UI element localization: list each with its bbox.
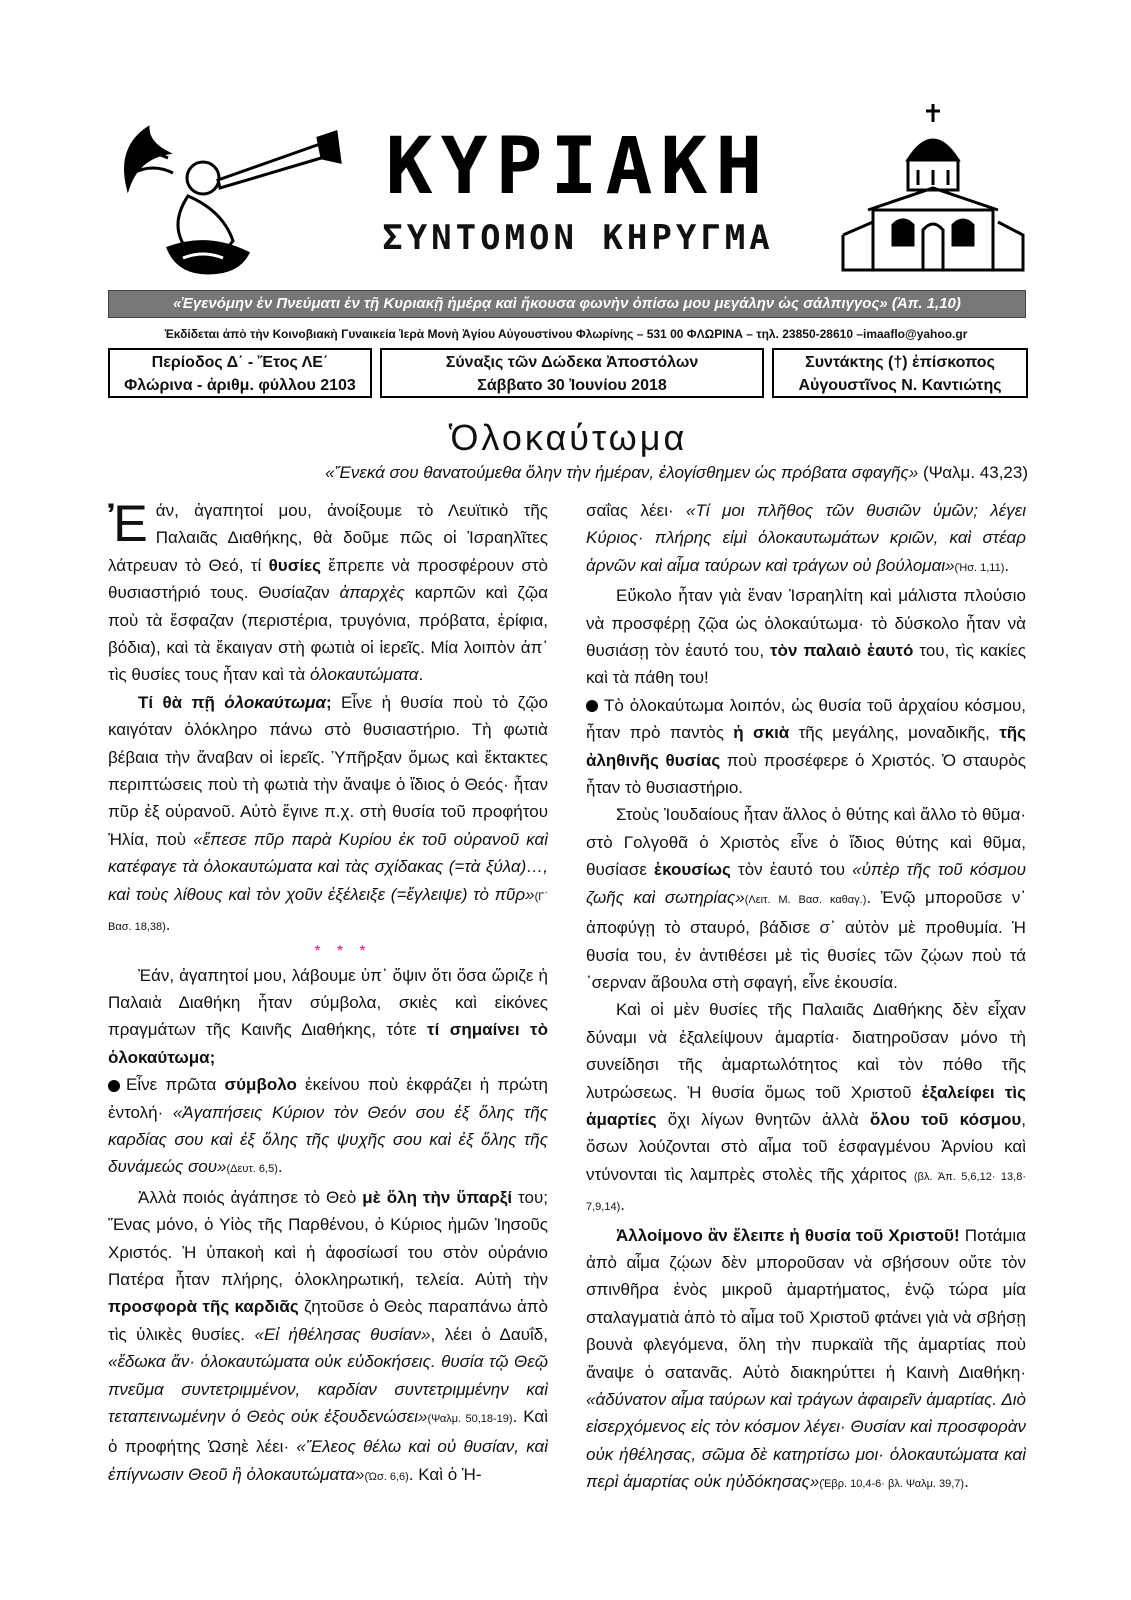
article-title: Ὁλοκαύτωμα <box>448 417 688 458</box>
motto-banner: «Ἐγενόμην ἐν Πνεύματι ἐν τῇ Κυριακῇ ἡμέρᾳ καὶ ἤκουσα φωνὴν ὀπίσω μου μεγάλην ὡς σάλπιγγος» (Ἀπ. 1,10) <box>108 290 1026 318</box>
masthead <box>108 100 1028 280</box>
author-name: Αὐγουστῖνος Ν. Καντιώτης <box>798 377 1002 394</box>
paragraph: Τὸ ὁλοκαύτωμα λοιπόν, ὡς θυσία τοῦ ἀρχαίου κόσμου, ἦταν πρὸ παντὸς ἡ σκιὰ τῆς μεγάλης, μοναδικῆς, τῆς ἀληθινῆς θυσίας ποὺ προσέφερε ὁ Χριστός. Ὁ σταυρὸς ἦταν τὸ θυσιαστήριο. <box>586 695 1026 798</box>
article-column-left <box>108 497 548 1491</box>
feast-name: Σύναξις τῶν Δώδεκα Ἀποστόλων <box>445 354 699 371</box>
church-icon <box>838 100 1028 275</box>
author-box <box>772 348 1028 398</box>
info-boxes <box>108 348 1028 402</box>
paragraph: Εἶνε πρῶτα σύμβολο ἐκείνου ποὺ ἐκφράζει ἡ πρώτη ἐντολή· «Ἀγαπήσεις Κύριον τὸν Θεόν σου ἐξ ὅλης τῆς καρδίας σου καὶ ἐξ ὅλης τῆς ψυχῆς σου καὶ ἐξ ὅλης τῆς δυνάμεώς σου»(Δευτ. 6,5). <box>108 1075 548 1177</box>
paragraph: Τί θὰ πῇ ὁλοκαύτωμα; Εἶνε ἡ θυσία ποὺ τὸ ζῷο καιγόταν ὁλόκληρο πάνω στὸ θυσιαστήριο. Τὴ φωτιὰ βέβαια τὴν ἄναβαν οἱ ἱερεῖς. Ὑπῆρξαν ὅμως καὶ ἔκτακτες περιπτώσεις ποὺ τὴ φωτιὰ τὴν ἄναψε ὁ ἴδιος ὁ Θεός· ἦταν πῦρ ἐξ οὐρανοῦ. Αὐτὸ ἔγινε π.χ. στὴ θυσία τοῦ προφήτου Ἠλία, ποὺ «ἔπεσε πῦρ παρὰ Κυρίου ἐκ τοῦ οὐρανοῦ καὶ κατέφαγε τὰ ὁλοκαυτώματα καὶ τὰς σχίδακας (=τὰ ξύλα)…, καὶ τοὺς λίθους καὶ τὸν χοῦν ἐξέλειξε (=ἔγλειψε) τὸ πῦρ»(Γ΄ Βασ. 18,38). <box>108 692 548 935</box>
angel-trumpet-icon <box>108 108 348 278</box>
issue-number: Φλώρινα - ἀριθμ. φύλλου 2103 <box>124 377 356 394</box>
paragraph: Ἀλλὰ ποιός ἀγάπησε τὸ Θεὸ μὲ ὅλη τὴν ὕπαρξί του; Ἕνας μόνο, ὁ Υἱὸς τῆς Παρθένου, ὁ Κύριος ἡμῶν Ἰησοῦς Χριστός. Ἡ ὑπακοὴ καὶ ἡ ἀφοσίωσί του στὸν οὐράνιο Πατέρα ἦταν πλήρης, ὁλοκληρωτική, τελεία. Αὐτὴ τὴν προσφορὰ τῆς καρδιᾶς ζητοῦσε ὁ Θεὸς παραπάνω ἀπὸ τὶς ὑλικὲς θυσίες. «Εἰ ἠθέλησας θυσίαν», λέει ὁ Δαυΐδ, «ἔδωκα ἄν· ὁλοκαυτώματα οὐκ εὐδοκήσεις. θυσία τῷ Θεῷ πνεῦμα συντετριμμένον, καρδίαν συντετριμμένην καὶ τεταπεινωμένην ὁ Θεὸς οὐκ ἐξουδενώσει»(Ψαλμ. 50,18-19). Καὶ ὁ προφήτης Ὠσηὲ λέει· «Ἔλεος θέλω καὶ οὐ θυσίαν, καὶ ἐπίγνωσιν Θεοῦ ἢ ὁλοκαυτώματα»(Ὠσ. 6,6). Καὶ ὁ Ἡ- <box>108 1187 549 1484</box>
paragraph: Στοὺς Ἰουδαίους ἦταν ἄλλος ὁ θύτης καὶ ἄλλο τὸ θῦμα· στὸ Γολγοθᾶ ὁ Χριστὸς εἶνε ὁ ἴδιος θύτης καὶ θῦμα, θυσίασε ἑκουσίως τὸν ἑαυτό του «ὑπὲρ τῆς τοῦ κόσμου ζωῆς καὶ σωτηρίας»(Λειτ. Μ. Βασ. καθαγ.). Ἐνῷ μποροῦσε ν᾽ ἀποφύγῃ τὸ σταυρό, βάδισε σ᾽ αὐτὸν μὲ προθυμία. Ἡ θυσία του, ἐν ἀντιθέσει μὲ τὶς θυσίες τῶν ζῴων ποὺ τά ᾽σερναν ἄβουλα στὴ σφαγή, εἶνε ἑκουσία. <box>586 805 1026 992</box>
issue-date: Σάββατο 30 Ἰουνίου 2018 <box>477 377 667 394</box>
epigraph-quote: «Ἕνεκά σου θανατούμεθα ὅλην τὴν ἡμέραν, ἐλογίσθημεν ὡς πρόβατα σφαγῆς» <box>325 463 919 482</box>
paragraph: Ἀλλοίμονο ἂν ἔλειπε ἡ θυσία τοῦ Χριστοῦ! Ποτάμια ἀπὸ αἷμα ζῴων δὲν μποροῦσαν νὰ σβήσουν οὔτε τὸν σπινθῆρα ἑνὸς μικροῦ ἁμαρτήματος, ἐνῷ τώρα μία σταλαγματιὰ ἀπὸ τὸ αἷμα τοῦ Χριστοῦ φτάνει γιὰ νὰ σβήσῃ βουνὰ φλεγόμενα, ὅλη τὴν πυρκαϊὰ τῆς ἁμαρτίας ποὺ ἄναψε ὁ σατανᾶς. Αὐτὸ διακηρύττει ἡ Καινὴ Διαθήκη· «ἀδύνατον αἷμα ταύρων καὶ τράγων ἀφαιρεῖν ἁμαρτίας. Διὸ εἰσερχόμενος εἰς τὸν κόσμον λέγει· Θυσίαν καὶ προσφορὰν οὐκ ἠθέλησας, σῶμα δὲ κατηρτίσω μοι· ὁλοκαυτώματα καὶ περὶ ἁμαρτίας οὐκ ηὐδόκησας»(Ἑβρ. 10,4-6· βλ. Ψαλμ. 39,7). <box>586 1225 1027 1492</box>
masthead-subtitle: ΣΥΝΤΟΜΟΝ ΚΗΡΥΓΜΑ <box>382 218 774 258</box>
paragraph: Ἐάν, ἀγαπητοί μου, ἀνοίξουμε τὸ Λευϊτικὸ τῆς Παλαιᾶς Διαθήκης, θὰ δοῦμε πῶς οἱ Ἰσραηλῖτες λάτρευαν τὸ Θεό, τί θυσίες ἔπρεπε νὰ προσφέρουν στὸ θυσιαστήριό τους. Θυσίαζαν ἀπαρχὲς καρπῶν καὶ ζῷα ποὺ τὰ ἔσφαζαν (περιστέρια, τρυγόνια, πρόβατα, ἐρίφια, βόδια), καὶ τὰ ἔκαιγαν στὴ φωτιὰ οἱ ἱερεῖς. Μία λοιπὸν ἀπ᾽ τὶς θυσίες τους ἦταν καὶ τὰ ὁλοκαυτώματα. <box>108 495 549 685</box>
paragraph: Ἐάν, ἀγαπητοί μου, λάβουμε ὑπ᾽ ὄψιν ὅτι ὅσα ὥριζε ἡ Παλαιὰ Διαθήκη ἦταν σύμβολα, σκιὲς καὶ εἰκόνες πραγμάτων τῆς Καινῆς Διαθήκης, τότε τί σημαίνει τὸ ὁλοκαύτωμα; <box>108 965 548 1067</box>
bullet-icon <box>586 700 598 712</box>
feast-date-box <box>380 348 764 398</box>
period-year: Περίοδος Δ΄ - Ἔτος ΛΕ΄ <box>151 354 329 371</box>
paragraph: Εὔκολο ἦταν γιὰ ἕναν Ἰσραηλίτη καὶ μάλιστα πλούσιο νὰ προσφέρῃ ζῷα ὡς ὁλοκαύτωμα· τὸ δύσκολο ἦταν νὰ θυσιάσῃ τὸν ἑαυτό του, τὸν παλαιὸ ἑαυτό του, τὶς κακίες καὶ τὰ πάθη του! <box>586 586 1026 688</box>
article-column-right <box>586 497 1026 1499</box>
paragraph: σαΐας λέει· «Τί μοι πλῆθος τῶν θυσιῶν ὑμῶν; λέγει Κύριος· πλήρης εἰμὶ ὁλοκαυτωμάτων κριῶν, καὶ στέαρ ἀρνῶν καὶ αἷμα ταύρων καὶ τράγων οὐ βούλομαι»(Ἠσ. 1,11). <box>586 501 1026 575</box>
bullet-icon <box>108 1080 120 1092</box>
masthead-title: ΚΥΡΙΑΚΗ <box>385 122 771 212</box>
author-role: Συντάκτης (†) ἐπίσκοπος <box>805 354 995 371</box>
publisher-line: Ἐκδίδεται ἀπὸ τὴν Κοινοβιακὴ Γυναικεία Ἱερὰ Μονὴ Ἁγίου Αὐγουστίνου Φλωρίνης – 531 00 ΦΛΩΡΙΝΑ – τηλ. 23850-28610 –imaaflo@yahoo.gr <box>164 327 968 341</box>
issue-info-box <box>108 348 372 398</box>
paragraph: Καὶ οἱ μὲν θυσίες τῆς Παλαιᾶς Διαθήκης δὲν εἶχαν δύναμι νὰ ἐξαλείψουν ἁμαρτία· διατηροῦσαν μόνο τὴ συνείδησι τῆς ἁμαρτωλότητος καὶ τὸν πόθο τῆς λυτρώσεως. Ἡ θυσία ὅμως τοῦ Χριστοῦ ἐξαλείφει τὶς ἁμαρτίες ὄχι λίγων θνητῶν ἀλλὰ ὅλου τοῦ κόσμου, ὅσων λούζονται στὸ αἷμα τοῦ ἐσφαγμένου Ἀρνίου καὶ ντύνονται τὶς λαμπρὲς στολὲς τῆς χάριτος (βλ. Ἀπ. 5,6,12· 13,8· 7,9,14). <box>586 1000 1027 1215</box>
section-separator: * * * <box>314 942 372 960</box>
drop-cap: Ἐ <box>108 495 148 553</box>
epigraph <box>108 462 1028 484</box>
epigraph-ref: (Ψαλμ. 43,23) <box>923 463 1028 482</box>
